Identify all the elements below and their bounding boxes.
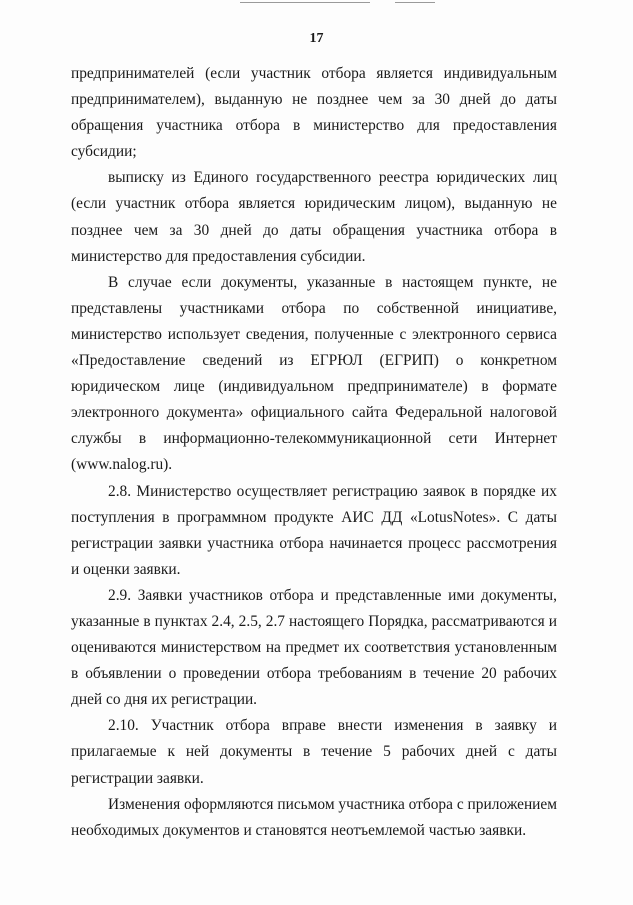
paragraph: 2.10. Участник отбора вправе внести изменения в заявку и прилагаемые к ней документы в течение 5 рабочих дней с даты регистрации заявки. [71,717,557,787]
document-body [71,61,557,844]
scan-edge-line [395,2,435,3]
paragraph: 2.9. Заявки участников отбора и представленные ими документы, указанные в пунктах 2.4, 2.5, 2.7 настоящего Порядка, рассматриваются и оцениваются министерством на предмет их соответствия установленным в объявлении о проведении отбора требованиям в течение 20 рабочих дней со дня их регистрации. [71,586,557,709]
paragraph: В случае если документы, указанные в настоящем пункте, не представлены участниками отбора по собственной инициативе, министерство использует сведения, полученные с электронного сервиса «Предоставление сведений из ЕГРЮЛ (ЕГРИП) о конкретном юридическом лице (индивидуальном предпринимателе) в формате электронного документа» официального сайта Федеральной налоговой службы в информационно-телекоммуникационной сети Интернет (www.nalog.ru). [71,273,557,474]
page-number: 17 [309,31,324,46]
paragraph: выписку из Единого государственного реестра юридических лиц (если участник отбора является юридическим лицом), выданную не позднее чем за 30 дней до даты обращения участника отбора в министерство для предоставления субсидии. [71,169,557,265]
paragraph: предпринимателей (если участник отбора является индивидуальным предпринимателем), выданную не позднее чем за 30 дней до даты обращения участника отбора в министерство для предоставления субсидии; [71,65,557,161]
paragraph: Изменения оформляются письмом участника отбора с приложением необходимых документов и становятся неотъемлемой частью заявки. [71,795,557,839]
scan-edge-line [240,2,370,3]
paragraph: 2.8. Министерство осуществляет регистрацию заявок в порядке их поступления в программном продукте АИС ДД «LotusNotes». С даты регистрации заявки участника отбора начинается процесс рассмотрения и оценки заявки. [71,482,557,578]
